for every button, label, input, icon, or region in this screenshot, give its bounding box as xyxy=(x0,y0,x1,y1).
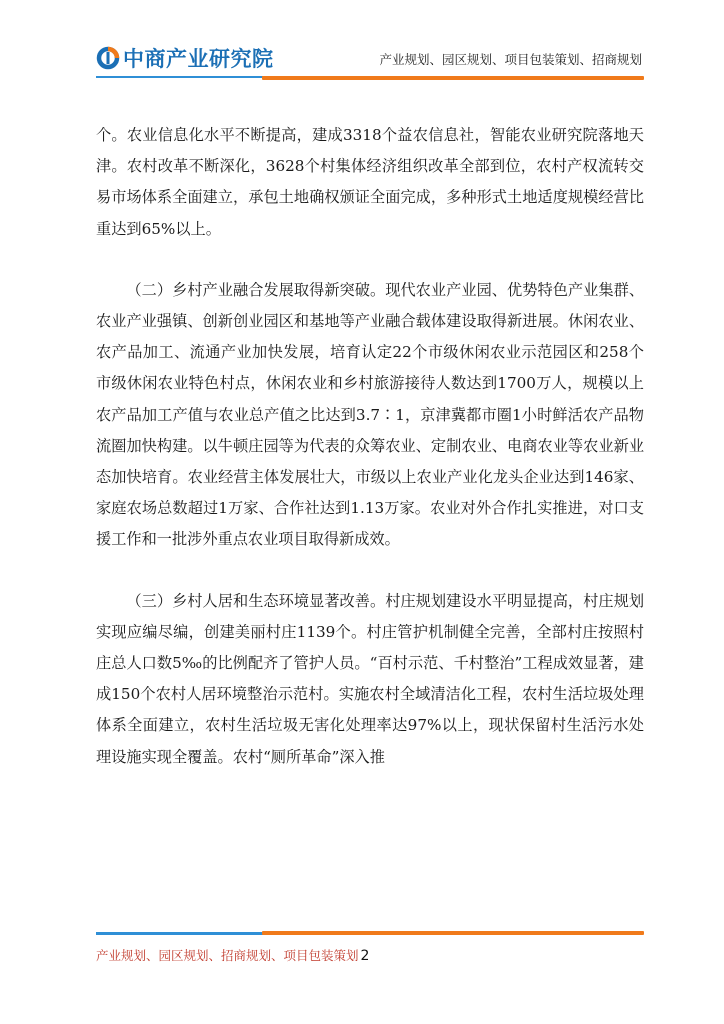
footer-rule-blue xyxy=(96,932,271,935)
brand-name: 中商产业研究院 xyxy=(123,47,274,71)
header-rule-blue xyxy=(96,76,276,78)
brand-logo-icon xyxy=(96,46,120,70)
paragraph-living-environment: （三）乡村人居和生态环境显著改善。村庄规划建设水平明显提高，村庄规划实现应编尽编，创建美丽村庄1139个。村庄管护机制健全完善，全部村庄按照村庄总人口数5‰的比例配齐了管护人员。“百村示范、千村整治”工程成效显著，建成150个农村人居环境整治示范村。实施农村全域清洁化工程，农村生活垃圾处理体系全面建立，农村生活垃圾无害化处理率达97%以上，现状保留村生活污水处理设施实现全覆盖。农村“厕所革命”深入推 xyxy=(96,591,644,766)
header-rule-orange xyxy=(262,76,644,80)
page-footer xyxy=(96,946,369,964)
page-header xyxy=(0,0,724,90)
footer-text: 产业规划、园区规划、招商规划、项目包装策划 xyxy=(96,948,359,963)
paragraph-industry-integration: （二）乡村产业融合发展取得新突破。现代农业产业园、优势特色产业集群、农业产业强镇、创新创业园区和基地等产业融合载体建设取得新进展。休闲农业、农产品加工、流通产业加快发展，培育认定22个市级休闲农业示范园区和258个市级休闲农业特色村点，休闲农业和乡村旅游接待人数达到1700万人，规模以上农产品加工产值与农业总产值之比达到3.7∶1，京津冀都市圈1小时鲜活农产品物流圈加快构建。以牛顿庄园等为代表的众筹农业、定制农业、电商农业等农业新业态加快培育。农业经营主体发展壮大，市级以上农业产业化龙头企业达到146家、家庭农场总数超过1万家、合作社达到1.13万家。农业对外合作扎实推进，对口支援工作和一批涉外重点农业项目取得新成效。 xyxy=(96,280,644,549)
header-tagline: 产业规划、园区规划、项目包装策划、招商规划 xyxy=(379,52,642,67)
page-number: 2 xyxy=(360,948,370,964)
paragraph-continuation: 个。农业信息化水平不断提高，建成3318个益农信息社，智能农业研究院落地天津。农村改革不断深化，3628个村集体经济组织改革全部到位，农村产权流转交易市场体系全面建立，承包土地确权颁证全面完成，多种形式土地适度规模经营比重达到65%以上。 xyxy=(96,126,644,238)
footer-rule-orange xyxy=(262,931,644,935)
document-body xyxy=(96,120,644,773)
brand-logo xyxy=(96,44,274,72)
